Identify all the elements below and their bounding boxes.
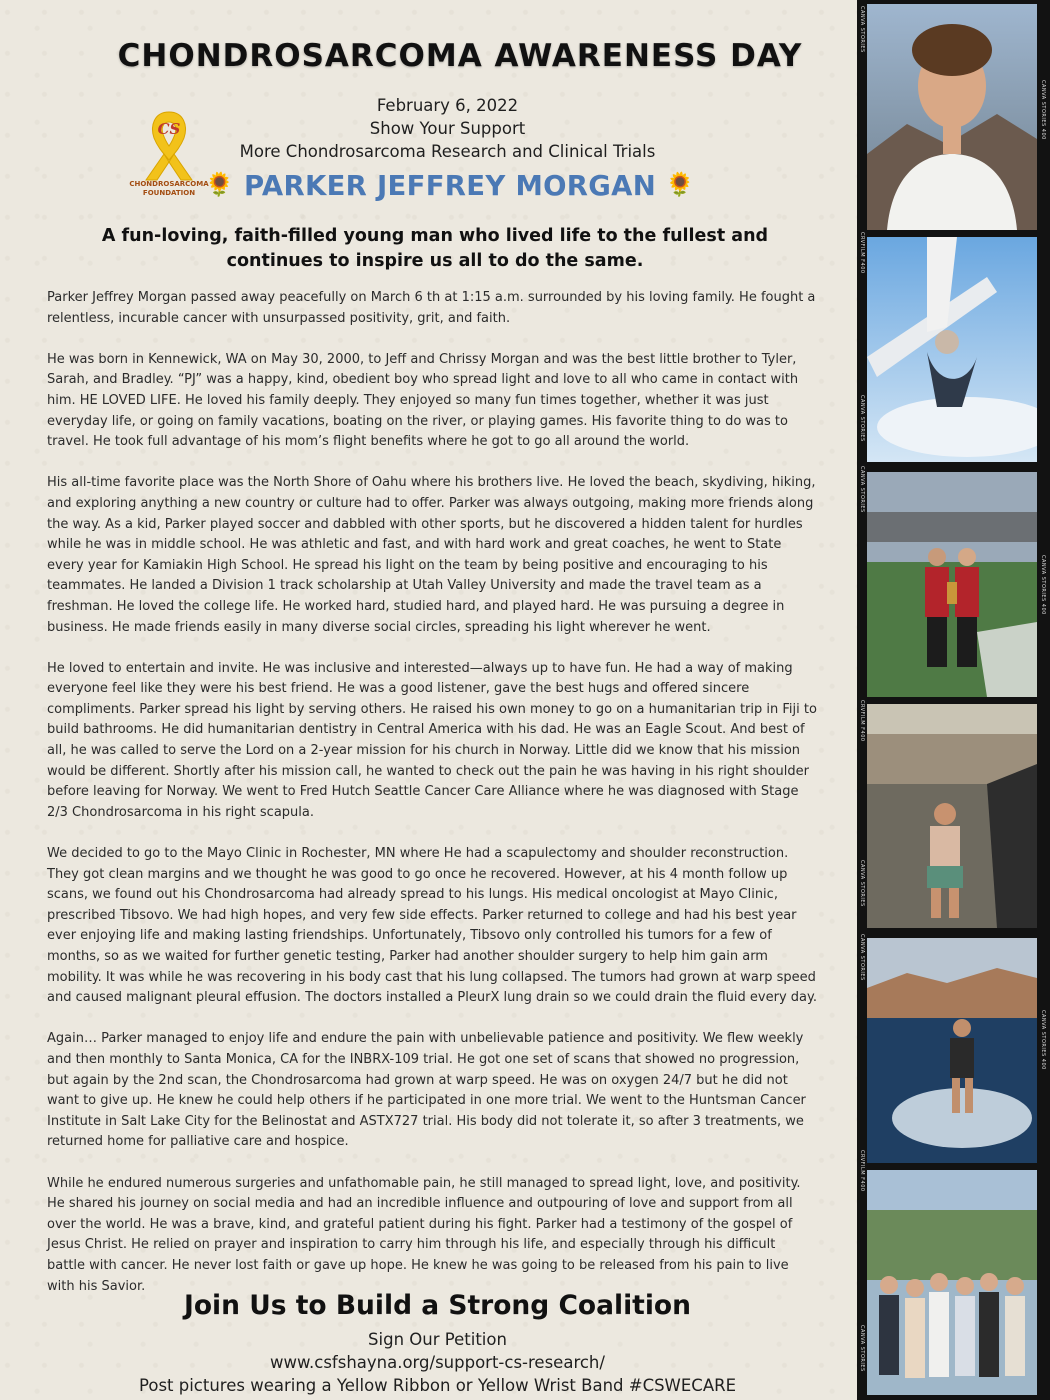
film-edge-label: CANVA STORIES bbox=[859, 1325, 865, 1372]
event-details bbox=[180, 94, 715, 163]
film-edge-label: CANVA STORIES bbox=[859, 934, 865, 981]
petition-url: www.csfshayna.org/support-cs-research/ bbox=[270, 1353, 605, 1372]
cta-details bbox=[0, 1328, 875, 1397]
bio-paragraph: We decided to go to the Mayo Clinic in Rochester, MN where He had a scapulectomy and shoulder reconstruction. They got clean margins and we thought he was good to go once he recovered. However, at his 4 month follow up scans, we found out his Chondrosarcoma had already spread to his lungs. His medical oncologist at Mayo Clinic, prescribed Tibsovo. We had high hopes, and very few side effects. Parker returned to college and had his best year ever enjoying life and making lasting friendships. Unfortunately, Tibsovo only controlled his tumors for a few of months, so as we waited for further genetic testing, Parker had another shoulder surgery to help him gain arm mobility. It was while he was recovering in his body cast that his lung collapsed. The tumors had grown at warp speed and caused malignant pleural effusion. The doctors installed a PleurX lung drain so we could drain the fluid every day. bbox=[47, 846, 817, 1006]
photo-portrait bbox=[867, 4, 1037, 230]
bio-paragraph: His all-time favorite place was the North Shore of Oahu where his brothers live. He loved the beach, skydiving, hiking, and exploring anything a new country or culture had to offer. Parker was always outgoing, making more friends along the way. As a kid, Parker played soccer and dabbled with other sports, but he discovered a hidden talent for hurdles while he was in middle school. He was athletic and fast, and with hard work and great coaches, he went to State every year for Kamiakin High School. He spread his light on the team by being positive and encouraging to his teammates. He landed a Division 1 track scholarship at Utah Valley University and made the travel team as a freshman. He loved the college life. He worked hard, studied hard, and played hard. He was pursuing a degree in business. He made friends easily in many diverse social circles, spreading his light wherever he went. bbox=[47, 475, 816, 635]
film-strip bbox=[857, 0, 1050, 1400]
photo-skydiving bbox=[867, 237, 1037, 462]
film-edge-label: CANVA STORIES 400 bbox=[1040, 80, 1046, 140]
bio-paragraph: He was born in Kennewick, WA on May 30, 2000, to Jeff and Chrissy Morgan and was the best little brother to Tyler, Sarah, and Bradley. “PJ” was a happy, kind, obedient boy who spread light and love to all who came in contact with him. HE LOVED LIFE. He loved his family deeply. They enjoyed so many fun times together, whether it was just everyday life, or going on family vacations, boating on the river, or playing games. His favorite thing to do was to travel. He took full advantage of his mom’s flight benefits where he got to go all around the world. bbox=[47, 351, 799, 450]
photo-wakesurf bbox=[867, 938, 1037, 1163]
photo-track-team bbox=[867, 472, 1037, 697]
film-edge-label: CANVA STORIES bbox=[859, 860, 865, 907]
film-edge-label: CANVA STORIES bbox=[859, 6, 865, 53]
bio-paragraph: Parker Jeffrey Morgan passed away peacefully on March 6 th at 1:15 a.m. surrounded by his loving family. He fought a relentless, incurable cancer with unsurpassed positivity, grit, and faith. bbox=[47, 290, 816, 326]
film-edge-label: CANVA STORIES bbox=[859, 395, 865, 442]
research-line: More Chondrosarcoma Research and Clinical Trials bbox=[239, 142, 656, 161]
biography bbox=[47, 288, 817, 1318]
honoree-name: PARKER JEFFREY MORGAN bbox=[243, 170, 657, 202]
film-edge-label: CANVA STORIES 400 bbox=[1040, 1010, 1046, 1070]
pictures-line: Post pictures wearing a Yellow Ribbon or Yellow Wrist Band #CSWECARE bbox=[138, 1376, 736, 1395]
logo-line-1: CHONDROSARCOMA bbox=[129, 180, 209, 188]
honoree-name-row bbox=[205, 170, 695, 202]
film-edge-label: CRVFILM F400 bbox=[859, 232, 865, 274]
film-edge-label: CRVFILM F400 bbox=[859, 1150, 865, 1192]
photo-travel bbox=[867, 704, 1037, 928]
photo-family bbox=[867, 1170, 1037, 1395]
film-edge-label: CANVA STORIES bbox=[859, 466, 865, 513]
bio-paragraph: Again… Parker managed to enjoy life and endure the pain with unbelievable patience and positivity. We flew weekly and then monthly to Santa Monica, CA for the INBRX-109 trial. He got one set of scans that showed no progression, but again by the 2nd scan, the Chondrosarcoma had grown at warp speed. He was on oxygen 24/7 but he did not want to give up. He knew he could help others if he participated in one more trial. We went to the Huntsman Cancer Institute in Salt Lake City for the Belinostat and ASTX727 trial. His body did not tolerate it, so after 3 treatments, we returned home for palliative care and hospice. bbox=[47, 1031, 806, 1150]
logo-line-2: FOUNDATION bbox=[142, 189, 196, 197]
page-title: CHONDROSARCOMA AWARENESS DAY bbox=[117, 38, 803, 74]
film-edge-label: CRVFILM F400 bbox=[859, 700, 865, 742]
cta-title: Join Us to Build a Strong Coalition bbox=[183, 1290, 691, 1321]
svg-text:CS: CS bbox=[157, 120, 181, 138]
event-date: February 6, 2022 bbox=[376, 96, 519, 115]
tagline: A fun-loving, faith-filled young man who lived life to the fullest and continues to inspire us all to do the same. bbox=[101, 226, 769, 271]
film-edge-label: CANVA STORIES 400 bbox=[1040, 555, 1046, 615]
sunflower-icon: 🌻 bbox=[205, 172, 235, 198]
sunflower-icon: 🌻 bbox=[665, 172, 695, 198]
logo-label bbox=[124, 180, 214, 198]
bio-paragraph: While he endured numerous surgeries and unfathomable pain, he still managed to spread light, love, and positivity. He shared his journey on social media and had an incredible influence and outpouring of love and support from all over the world. He was a brave, kind, and grateful patient during his fight. Parker had a testimony of the gospel of Jesus Christ. He relied on prayer and inspiration to carry him through his life, and especially through his difficult battle with cancer. He never lost faith or gave up hope. He knew he was going to be released from his pain to live with his Savior. bbox=[47, 1175, 801, 1294]
petition-line: Sign Our Petition bbox=[368, 1330, 507, 1349]
bio-paragraph: He loved to entertain and invite. He was inclusive and interested—always up to have fun. He had a way of making everyone feel like they were his best friend. He was a good listener, gave the best hugs and offered sincere compliments. Parker spread his light by serving others. He raised his own money to go on a humanitarian trip in Fiji to build bathrooms. He did humanitarian dentistry in Central America with his dad. He was an Eagle Scout. And best of all, he was called to serve the Lord on a 2-year mission for his church in Norway. Little did we know that his mission would be different. Shortly after his mission call, he wanted to check out the pain he was having in his right shoulder before leaving for Norway. We went to Fred Hutch Seattle Cancer Care Alliance where he was diagnosed with Stage 2/3 Chondrosarcoma in his right scapula. bbox=[47, 660, 817, 820]
support-line: Show Your Support bbox=[369, 119, 526, 138]
